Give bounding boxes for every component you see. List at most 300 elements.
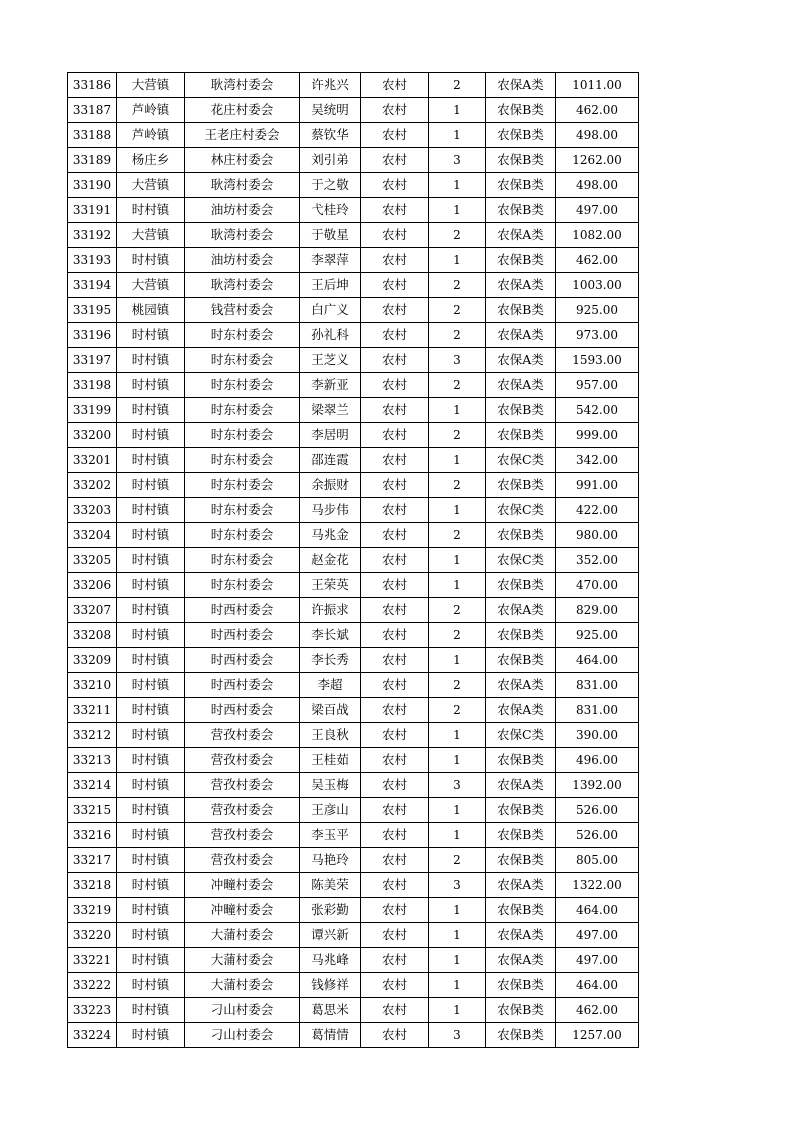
household-type-cell: 农村 <box>361 873 429 898</box>
household-size-cell: 1 <box>429 898 486 923</box>
township-cell: 时村镇 <box>117 548 185 573</box>
table-row <box>68 423 639 448</box>
record-id-cell: 33208 <box>68 623 117 648</box>
record-id-cell: 33207 <box>68 598 117 623</box>
insurance-category-cell: 农保A类 <box>486 348 556 373</box>
record-id-cell: 33195 <box>68 298 117 323</box>
household-type-cell: 农村 <box>361 98 429 123</box>
household-type-cell: 农村 <box>361 623 429 648</box>
township-cell: 时村镇 <box>117 423 185 448</box>
record-id-cell: 33214 <box>68 773 117 798</box>
person-name-cell: 余振财 <box>300 473 361 498</box>
amount-cell: 925.00 <box>556 298 639 323</box>
insurance-category-cell: 农保B类 <box>486 473 556 498</box>
village-committee-cell: 营孜村委会 <box>185 798 300 823</box>
township-cell: 时村镇 <box>117 673 185 698</box>
amount-cell: 991.00 <box>556 473 639 498</box>
person-name-cell: 许兆兴 <box>300 73 361 98</box>
amount-cell: 497.00 <box>556 198 639 223</box>
village-committee-cell: 时东村委会 <box>185 548 300 573</box>
township-cell: 时村镇 <box>117 723 185 748</box>
household-size-cell: 1 <box>429 548 486 573</box>
household-size-cell: 2 <box>429 598 486 623</box>
township-cell: 芦岭镇 <box>117 123 185 148</box>
person-name-cell: 白广义 <box>300 298 361 323</box>
table-row <box>68 198 639 223</box>
household-size-cell: 1 <box>429 248 486 273</box>
township-cell: 时村镇 <box>117 573 185 598</box>
insurance-category-cell: 农保B类 <box>486 248 556 273</box>
person-name-cell: 李翠萍 <box>300 248 361 273</box>
household-size-cell: 1 <box>429 998 486 1023</box>
household-size-cell: 3 <box>429 1023 486 1048</box>
village-committee-cell: 营孜村委会 <box>185 823 300 848</box>
record-id-cell: 33204 <box>68 523 117 548</box>
household-size-cell: 2 <box>429 473 486 498</box>
insurance-category-cell: 农保B类 <box>486 973 556 998</box>
village-committee-cell: 时东村委会 <box>185 523 300 548</box>
table-row <box>68 698 639 723</box>
person-name-cell: 马兆金 <box>300 523 361 548</box>
township-cell: 时村镇 <box>117 523 185 548</box>
amount-cell: 980.00 <box>556 523 639 548</box>
amount-cell: 1257.00 <box>556 1023 639 1048</box>
record-id-cell: 33220 <box>68 923 117 948</box>
township-cell: 桃园镇 <box>117 298 185 323</box>
person-name-cell: 马兆峰 <box>300 948 361 973</box>
amount-cell: 497.00 <box>556 923 639 948</box>
township-cell: 时村镇 <box>117 823 185 848</box>
record-id-cell: 33193 <box>68 248 117 273</box>
household-type-cell: 农村 <box>361 298 429 323</box>
village-committee-cell: 钱营村委会 <box>185 298 300 323</box>
township-cell: 时村镇 <box>117 1023 185 1048</box>
person-name-cell: 刘引弟 <box>300 148 361 173</box>
person-name-cell: 梁百战 <box>300 698 361 723</box>
township-cell: 时村镇 <box>117 348 185 373</box>
record-id-cell: 33201 <box>68 448 117 473</box>
village-committee-cell: 耿湾村委会 <box>185 223 300 248</box>
table-body <box>68 73 639 1048</box>
table-row <box>68 323 639 348</box>
record-id-cell: 33199 <box>68 398 117 423</box>
amount-cell: 831.00 <box>556 673 639 698</box>
township-cell: 时村镇 <box>117 398 185 423</box>
insurance-category-cell: 农保B类 <box>486 573 556 598</box>
amount-cell: 1262.00 <box>556 148 639 173</box>
village-committee-cell: 大蒲村委会 <box>185 923 300 948</box>
township-cell: 杨庄乡 <box>117 148 185 173</box>
table-row <box>68 398 639 423</box>
record-id-cell: 33224 <box>68 1023 117 1048</box>
insurance-category-cell: 农保B类 <box>486 423 556 448</box>
assistance-roster-table <box>67 72 639 1048</box>
township-cell: 时村镇 <box>117 473 185 498</box>
amount-cell: 342.00 <box>556 448 639 473</box>
household-type-cell: 农村 <box>361 248 429 273</box>
person-name-cell: 马步伟 <box>300 498 361 523</box>
amount-cell: 831.00 <box>556 698 639 723</box>
insurance-category-cell: 农保C类 <box>486 448 556 473</box>
table-row <box>68 598 639 623</box>
township-cell: 时村镇 <box>117 248 185 273</box>
household-type-cell: 农村 <box>361 323 429 348</box>
township-cell: 时村镇 <box>117 648 185 673</box>
table-row <box>68 348 639 373</box>
insurance-category-cell: 农保B类 <box>486 648 556 673</box>
household-size-cell: 1 <box>429 748 486 773</box>
household-type-cell: 农村 <box>361 348 429 373</box>
record-id-cell: 33210 <box>68 673 117 698</box>
person-name-cell: 王彦山 <box>300 798 361 823</box>
village-committee-cell: 营孜村委会 <box>185 773 300 798</box>
township-cell: 时村镇 <box>117 323 185 348</box>
insurance-category-cell: 农保B类 <box>486 523 556 548</box>
person-name-cell: 王荣英 <box>300 573 361 598</box>
village-committee-cell: 林庄村委会 <box>185 148 300 173</box>
insurance-category-cell: 农保A类 <box>486 873 556 898</box>
village-committee-cell: 时东村委会 <box>185 348 300 373</box>
village-committee-cell: 时东村委会 <box>185 423 300 448</box>
household-type-cell: 农村 <box>361 573 429 598</box>
insurance-category-cell: 农保B类 <box>486 198 556 223</box>
household-size-cell: 2 <box>429 523 486 548</box>
township-cell: 时村镇 <box>117 923 185 948</box>
village-committee-cell: 耿湾村委会 <box>185 73 300 98</box>
village-committee-cell: 刁山村委会 <box>185 998 300 1023</box>
record-id-cell: 33218 <box>68 873 117 898</box>
insurance-category-cell: 农保A类 <box>486 598 556 623</box>
village-committee-cell: 营孜村委会 <box>185 848 300 873</box>
insurance-category-cell: 农保C类 <box>486 548 556 573</box>
household-size-cell: 1 <box>429 498 486 523</box>
table-row <box>68 173 639 198</box>
insurance-category-cell: 农保A类 <box>486 773 556 798</box>
insurance-category-cell: 农保A类 <box>486 373 556 398</box>
household-size-cell: 1 <box>429 723 486 748</box>
table-row <box>68 648 639 673</box>
household-type-cell: 农村 <box>361 423 429 448</box>
insurance-category-cell: 农保B类 <box>486 398 556 423</box>
village-committee-cell: 耿湾村委会 <box>185 173 300 198</box>
village-committee-cell: 营孜村委会 <box>185 748 300 773</box>
person-name-cell: 许振求 <box>300 598 361 623</box>
township-cell: 时村镇 <box>117 873 185 898</box>
household-size-cell: 3 <box>429 348 486 373</box>
household-type-cell: 农村 <box>361 198 429 223</box>
household-type-cell: 农村 <box>361 548 429 573</box>
village-committee-cell: 时东村委会 <box>185 573 300 598</box>
table-row <box>68 223 639 248</box>
record-id-cell: 33200 <box>68 423 117 448</box>
record-id-cell: 33205 <box>68 548 117 573</box>
person-name-cell: 葛思米 <box>300 998 361 1023</box>
person-name-cell: 马艳玲 <box>300 848 361 873</box>
township-cell: 时村镇 <box>117 898 185 923</box>
insurance-category-cell: 农保B类 <box>486 748 556 773</box>
amount-cell: 352.00 <box>556 548 639 573</box>
person-name-cell: 梁翠兰 <box>300 398 361 423</box>
insurance-category-cell: 农保A类 <box>486 923 556 948</box>
person-name-cell: 邵连霞 <box>300 448 361 473</box>
amount-cell: 498.00 <box>556 173 639 198</box>
table-row <box>68 998 639 1023</box>
village-committee-cell: 油坊村委会 <box>185 198 300 223</box>
record-id-cell: 33190 <box>68 173 117 198</box>
amount-cell: 829.00 <box>556 598 639 623</box>
table-row <box>68 1023 639 1048</box>
amount-cell: 422.00 <box>556 498 639 523</box>
household-type-cell: 农村 <box>361 723 429 748</box>
township-cell: 大营镇 <box>117 73 185 98</box>
amount-cell: 462.00 <box>556 248 639 273</box>
household-size-cell: 1 <box>429 798 486 823</box>
table-row <box>68 748 639 773</box>
household-type-cell: 农村 <box>361 998 429 1023</box>
person-name-cell: 李玉平 <box>300 823 361 848</box>
record-id-cell: 33216 <box>68 823 117 848</box>
table-row <box>68 73 639 98</box>
person-name-cell: 葛情情 <box>300 1023 361 1048</box>
household-size-cell: 2 <box>429 273 486 298</box>
village-committee-cell: 花庄村委会 <box>185 98 300 123</box>
record-id-cell: 33203 <box>68 498 117 523</box>
record-id-cell: 33217 <box>68 848 117 873</box>
insurance-category-cell: 农保B类 <box>486 623 556 648</box>
household-size-cell: 1 <box>429 398 486 423</box>
insurance-category-cell: 农保B类 <box>486 848 556 873</box>
record-id-cell: 33197 <box>68 348 117 373</box>
household-size-cell: 1 <box>429 823 486 848</box>
amount-cell: 805.00 <box>556 848 639 873</box>
township-cell: 时村镇 <box>117 973 185 998</box>
insurance-category-cell: 农保C类 <box>486 498 556 523</box>
person-name-cell: 谭兴新 <box>300 923 361 948</box>
amount-cell: 462.00 <box>556 998 639 1023</box>
household-type-cell: 农村 <box>361 123 429 148</box>
household-type-cell: 农村 <box>361 148 429 173</box>
table-row <box>68 948 639 973</box>
village-committee-cell: 时西村委会 <box>185 623 300 648</box>
village-committee-cell: 大蒲村委会 <box>185 948 300 973</box>
household-size-cell: 1 <box>429 948 486 973</box>
household-type-cell: 农村 <box>361 598 429 623</box>
insurance-category-cell: 农保B类 <box>486 123 556 148</box>
record-id-cell: 33209 <box>68 648 117 673</box>
amount-cell: 957.00 <box>556 373 639 398</box>
record-id-cell: 33223 <box>68 998 117 1023</box>
insurance-category-cell: 农保B类 <box>486 998 556 1023</box>
township-cell: 大营镇 <box>117 273 185 298</box>
insurance-category-cell: 农保B类 <box>486 98 556 123</box>
household-size-cell: 1 <box>429 448 486 473</box>
village-committee-cell: 时东村委会 <box>185 323 300 348</box>
person-name-cell: 王后坤 <box>300 273 361 298</box>
table-row <box>68 473 639 498</box>
household-type-cell: 农村 <box>361 673 429 698</box>
village-committee-cell: 耿湾村委会 <box>185 273 300 298</box>
township-cell: 大营镇 <box>117 223 185 248</box>
table-row <box>68 723 639 748</box>
person-name-cell: 李长秀 <box>300 648 361 673</box>
household-type-cell: 农村 <box>361 898 429 923</box>
table-row <box>68 673 639 698</box>
amount-cell: 1593.00 <box>556 348 639 373</box>
person-name-cell: 赵金花 <box>300 548 361 573</box>
record-id-cell: 33188 <box>68 123 117 148</box>
insurance-category-cell: 农保A类 <box>486 273 556 298</box>
amount-cell: 542.00 <box>556 398 639 423</box>
amount-cell: 496.00 <box>556 748 639 773</box>
record-id-cell: 33219 <box>68 898 117 923</box>
household-size-cell: 1 <box>429 923 486 948</box>
household-type-cell: 农村 <box>361 823 429 848</box>
record-id-cell: 33191 <box>68 198 117 223</box>
village-committee-cell: 时西村委会 <box>185 648 300 673</box>
person-name-cell: 李超 <box>300 673 361 698</box>
village-committee-cell: 刁山村委会 <box>185 1023 300 1048</box>
record-id-cell: 33211 <box>68 698 117 723</box>
record-id-cell: 33222 <box>68 973 117 998</box>
township-cell: 时村镇 <box>117 598 185 623</box>
amount-cell: 464.00 <box>556 973 639 998</box>
insurance-category-cell: 农保A类 <box>486 323 556 348</box>
record-id-cell: 33202 <box>68 473 117 498</box>
household-size-cell: 2 <box>429 373 486 398</box>
table-row <box>68 773 639 798</box>
village-committee-cell: 时东村委会 <box>185 448 300 473</box>
household-size-cell: 2 <box>429 698 486 723</box>
record-id-cell: 33221 <box>68 948 117 973</box>
township-cell: 时村镇 <box>117 448 185 473</box>
table-row <box>68 523 639 548</box>
amount-cell: 390.00 <box>556 723 639 748</box>
household-size-cell: 1 <box>429 648 486 673</box>
amount-cell: 464.00 <box>556 648 639 673</box>
person-name-cell: 蔡钦华 <box>300 123 361 148</box>
person-name-cell: 李新亚 <box>300 373 361 398</box>
person-name-cell: 于敬星 <box>300 223 361 248</box>
amount-cell: 462.00 <box>556 98 639 123</box>
household-type-cell: 农村 <box>361 973 429 998</box>
amount-cell: 1011.00 <box>556 73 639 98</box>
person-name-cell: 孙礼科 <box>300 323 361 348</box>
table-row <box>68 898 639 923</box>
household-type-cell: 农村 <box>361 73 429 98</box>
household-type-cell: 农村 <box>361 923 429 948</box>
record-id-cell: 33198 <box>68 373 117 398</box>
household-type-cell: 农村 <box>361 798 429 823</box>
village-committee-cell: 大蒲村委会 <box>185 973 300 998</box>
record-id-cell: 33196 <box>68 323 117 348</box>
township-cell: 时村镇 <box>117 623 185 648</box>
table-row <box>68 273 639 298</box>
table-row <box>68 448 639 473</box>
table-row <box>68 873 639 898</box>
insurance-category-cell: 农保A类 <box>486 223 556 248</box>
household-type-cell: 农村 <box>361 398 429 423</box>
household-type-cell: 农村 <box>361 698 429 723</box>
amount-cell: 526.00 <box>556 823 639 848</box>
township-cell: 时村镇 <box>117 848 185 873</box>
insurance-category-cell: 农保B类 <box>486 898 556 923</box>
household-size-cell: 2 <box>429 848 486 873</box>
table-row <box>68 248 639 273</box>
table-row <box>68 98 639 123</box>
household-size-cell: 2 <box>429 223 486 248</box>
village-committee-cell: 时西村委会 <box>185 673 300 698</box>
village-committee-cell: 时西村委会 <box>185 698 300 723</box>
household-type-cell: 农村 <box>361 498 429 523</box>
table-row <box>68 798 639 823</box>
household-size-cell: 3 <box>429 773 486 798</box>
insurance-category-cell: 农保B类 <box>486 148 556 173</box>
household-type-cell: 农村 <box>361 648 429 673</box>
amount-cell: 1392.00 <box>556 773 639 798</box>
household-type-cell: 农村 <box>361 748 429 773</box>
township-cell: 时村镇 <box>117 198 185 223</box>
village-committee-cell: 冲疃村委会 <box>185 873 300 898</box>
village-committee-cell: 时东村委会 <box>185 498 300 523</box>
record-id-cell: 33194 <box>68 273 117 298</box>
township-cell: 时村镇 <box>117 748 185 773</box>
household-size-cell: 1 <box>429 123 486 148</box>
household-size-cell: 2 <box>429 298 486 323</box>
table-row <box>68 123 639 148</box>
household-type-cell: 农村 <box>361 223 429 248</box>
household-size-cell: 1 <box>429 973 486 998</box>
record-id-cell: 33192 <box>68 223 117 248</box>
amount-cell: 497.00 <box>556 948 639 973</box>
amount-cell: 1082.00 <box>556 223 639 248</box>
table-row <box>68 823 639 848</box>
insurance-category-cell: 农保B类 <box>486 823 556 848</box>
table-row <box>68 373 639 398</box>
township-cell: 时村镇 <box>117 998 185 1023</box>
household-size-cell: 2 <box>429 423 486 448</box>
household-type-cell: 农村 <box>361 273 429 298</box>
person-name-cell: 吴统明 <box>300 98 361 123</box>
village-committee-cell: 时东村委会 <box>185 398 300 423</box>
table-row <box>68 848 639 873</box>
table-row <box>68 573 639 598</box>
township-cell: 时村镇 <box>117 698 185 723</box>
person-name-cell: 王桂茹 <box>300 748 361 773</box>
record-id-cell: 33212 <box>68 723 117 748</box>
household-size-cell: 1 <box>429 173 486 198</box>
household-type-cell: 农村 <box>361 773 429 798</box>
table-row <box>68 623 639 648</box>
person-name-cell: 陈美荣 <box>300 873 361 898</box>
table-row <box>68 548 639 573</box>
table-row <box>68 298 639 323</box>
amount-cell: 973.00 <box>556 323 639 348</box>
amount-cell: 498.00 <box>556 123 639 148</box>
insurance-category-cell: 农保A类 <box>486 698 556 723</box>
person-name-cell: 弋桂玲 <box>300 198 361 223</box>
household-size-cell: 2 <box>429 323 486 348</box>
amount-cell: 1322.00 <box>556 873 639 898</box>
amount-cell: 925.00 <box>556 623 639 648</box>
household-type-cell: 农村 <box>361 948 429 973</box>
insurance-category-cell: 农保B类 <box>486 298 556 323</box>
amount-cell: 999.00 <box>556 423 639 448</box>
amount-cell: 464.00 <box>556 898 639 923</box>
village-committee-cell: 王老庄村委会 <box>185 123 300 148</box>
household-size-cell: 1 <box>429 573 486 598</box>
insurance-category-cell: 农保A类 <box>486 673 556 698</box>
record-id-cell: 33189 <box>68 148 117 173</box>
